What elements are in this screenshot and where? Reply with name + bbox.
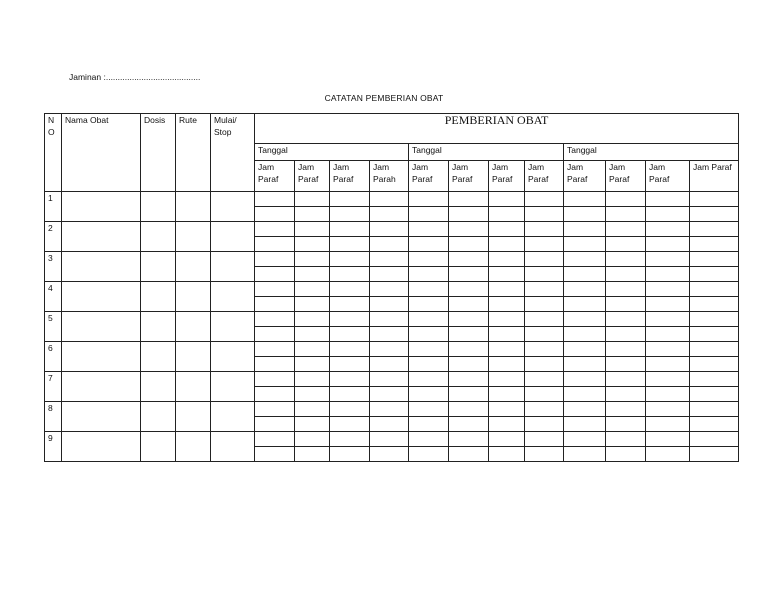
rute-cell[interactable]: [176, 342, 211, 372]
paraf-cell[interactable]: [370, 447, 409, 462]
paraf-cell[interactable]: [489, 417, 525, 432]
paraf-cell[interactable]: [646, 327, 690, 342]
jam-cell[interactable]: [690, 252, 739, 267]
mulai-stop-cell[interactable]: [211, 222, 255, 252]
paraf-cell[interactable]: [525, 357, 564, 372]
paraf-cell[interactable]: [370, 237, 409, 252]
jam-cell[interactable]: [295, 402, 330, 417]
jam-cell[interactable]: [525, 342, 564, 357]
paraf-cell[interactable]: [255, 297, 295, 312]
nama-obat-cell[interactable]: [62, 192, 141, 222]
jam-cell[interactable]: [646, 222, 690, 237]
nama-obat-cell[interactable]: [62, 312, 141, 342]
jam-cell[interactable]: [690, 192, 739, 207]
paraf-cell[interactable]: [295, 267, 330, 282]
paraf-cell[interactable]: [370, 327, 409, 342]
slot-header: Jam Paraf: [449, 161, 489, 192]
mulai-stop-cell[interactable]: [211, 402, 255, 432]
paraf-cell[interactable]: [449, 237, 489, 252]
slot-header: Jam Paraf: [690, 161, 739, 192]
nama-obat-cell[interactable]: [62, 432, 141, 462]
jam-cell[interactable]: [409, 342, 449, 357]
jam-cell[interactable]: [646, 192, 690, 207]
jam-cell[interactable]: [489, 342, 525, 357]
paraf-cell[interactable]: [255, 327, 295, 342]
paraf-cell[interactable]: [330, 357, 370, 372]
paraf-cell[interactable]: [330, 447, 370, 462]
jam-cell[interactable]: [255, 252, 295, 267]
jam-cell[interactable]: [449, 312, 489, 327]
jam-cell[interactable]: [295, 432, 330, 447]
jam-cell[interactable]: [564, 432, 606, 447]
jam-cell[interactable]: [255, 432, 295, 447]
slot-header: Jam Paraf: [295, 161, 330, 192]
jam-cell[interactable]: [606, 432, 646, 447]
paraf-cell[interactable]: [489, 267, 525, 282]
rute-cell[interactable]: [176, 222, 211, 252]
date-group-2: Tanggal: [409, 144, 564, 161]
paraf-cell[interactable]: [489, 357, 525, 372]
jam-cell[interactable]: [370, 432, 409, 447]
paraf-cell[interactable]: [330, 417, 370, 432]
paraf-cell[interactable]: [646, 297, 690, 312]
jam-cell[interactable]: [255, 222, 295, 237]
paraf-cell[interactable]: [330, 207, 370, 222]
jam-cell[interactable]: [564, 192, 606, 207]
rute-cell[interactable]: [176, 252, 211, 282]
paraf-cell[interactable]: [525, 267, 564, 282]
jam-cell[interactable]: [489, 312, 525, 327]
jam-cell[interactable]: [606, 312, 646, 327]
nama-obat-cell[interactable]: [62, 252, 141, 282]
jam-cell[interactable]: [295, 192, 330, 207]
jam-cell[interactable]: [330, 312, 370, 327]
paraf-cell[interactable]: [449, 447, 489, 462]
paraf-cell[interactable]: [646, 387, 690, 402]
mulai-stop-cell[interactable]: [211, 342, 255, 372]
dosis-cell[interactable]: [141, 192, 176, 222]
jam-cell[interactable]: [489, 282, 525, 297]
jam-cell[interactable]: [646, 402, 690, 417]
jam-cell[interactable]: [606, 282, 646, 297]
paraf-cell[interactable]: [690, 237, 739, 252]
slot-header: Jam Paraf: [330, 161, 370, 192]
jam-cell[interactable]: [489, 222, 525, 237]
paraf-cell[interactable]: [564, 327, 606, 342]
paraf-cell[interactable]: [606, 297, 646, 312]
paraf-cell[interactable]: [489, 297, 525, 312]
jam-cell[interactable]: [606, 192, 646, 207]
jam-cell[interactable]: [295, 252, 330, 267]
paraf-cell[interactable]: [295, 417, 330, 432]
nama-obat-cell[interactable]: [62, 222, 141, 252]
paraf-cell[interactable]: [255, 387, 295, 402]
paraf-cell[interactable]: [370, 267, 409, 282]
paraf-cell[interactable]: [606, 237, 646, 252]
rute-cell[interactable]: [176, 372, 211, 402]
paraf-cell[interactable]: [690, 387, 739, 402]
paraf-cell[interactable]: [646, 447, 690, 462]
paraf-cell[interactable]: [489, 237, 525, 252]
mulai-stop-cell[interactable]: [211, 432, 255, 462]
paraf-cell[interactable]: [295, 357, 330, 372]
jaminan-label: Jaminan :........................................: [69, 72, 201, 82]
jam-cell[interactable]: [606, 252, 646, 267]
paraf-cell[interactable]: [564, 207, 606, 222]
slot-header: Jam Paraf: [255, 161, 295, 192]
paraf-cell[interactable]: [409, 417, 449, 432]
jam-cell[interactable]: [370, 282, 409, 297]
jam-cell[interactable]: [525, 192, 564, 207]
paraf-cell[interactable]: [449, 327, 489, 342]
jam-cell[interactable]: [255, 372, 295, 387]
jam-cell[interactable]: [370, 312, 409, 327]
jam-cell[interactable]: [330, 252, 370, 267]
dosis-cell[interactable]: [141, 222, 176, 252]
paraf-cell[interactable]: [690, 297, 739, 312]
jam-cell[interactable]: [489, 192, 525, 207]
jam-cell[interactable]: [409, 372, 449, 387]
paraf-cell[interactable]: [564, 387, 606, 402]
rute-cell[interactable]: [176, 402, 211, 432]
rute-cell[interactable]: [176, 312, 211, 342]
jam-cell[interactable]: [330, 192, 370, 207]
paraf-cell[interactable]: [449, 297, 489, 312]
paraf-cell[interactable]: [690, 447, 739, 462]
paraf-cell[interactable]: [690, 417, 739, 432]
row-number: 8: [45, 402, 62, 432]
jam-cell[interactable]: [525, 252, 564, 267]
paraf-cell[interactable]: [606, 417, 646, 432]
paraf-cell[interactable]: [409, 297, 449, 312]
header-dosis: Dosis: [141, 114, 176, 192]
mulai-stop-cell[interactable]: [211, 372, 255, 402]
jam-cell[interactable]: [295, 372, 330, 387]
jam-cell[interactable]: [449, 222, 489, 237]
header-no: N O: [45, 114, 62, 192]
mulai-stop-cell[interactable]: [211, 282, 255, 312]
jam-cell[interactable]: [690, 432, 739, 447]
paraf-cell[interactable]: [690, 207, 739, 222]
rute-cell[interactable]: [176, 432, 211, 462]
mulai-stop-cell[interactable]: [211, 192, 255, 222]
jam-cell[interactable]: [489, 372, 525, 387]
paraf-cell[interactable]: [525, 447, 564, 462]
paraf-cell[interactable]: [449, 357, 489, 372]
row-number: 2: [45, 222, 62, 252]
paraf-cell[interactable]: [525, 297, 564, 312]
paraf-cell[interactable]: [295, 207, 330, 222]
jam-cell[interactable]: [370, 342, 409, 357]
dosis-cell[interactable]: [141, 252, 176, 282]
row-number: 3: [45, 252, 62, 282]
jam-cell[interactable]: [370, 372, 409, 387]
jam-cell[interactable]: [449, 342, 489, 357]
paraf-cell[interactable]: [370, 297, 409, 312]
paraf-cell[interactable]: [255, 447, 295, 462]
jam-cell[interactable]: [564, 222, 606, 237]
jam-cell[interactable]: [525, 372, 564, 387]
jam-cell[interactable]: [330, 432, 370, 447]
paraf-cell[interactable]: [295, 447, 330, 462]
slot-header: Jam Paraf: [564, 161, 606, 192]
header-rute: Rute: [176, 114, 211, 192]
paraf-cell[interactable]: [409, 267, 449, 282]
jam-cell[interactable]: [409, 402, 449, 417]
dosis-cell[interactable]: [141, 402, 176, 432]
document-title: CATATAN PEMBERIAN OBAT: [324, 93, 444, 103]
paraf-cell[interactable]: [606, 447, 646, 462]
paraf-cell[interactable]: [330, 297, 370, 312]
jam-cell[interactable]: [255, 282, 295, 297]
jam-cell[interactable]: [449, 192, 489, 207]
paraf-cell[interactable]: [525, 237, 564, 252]
jam-cell[interactable]: [409, 252, 449, 267]
jam-cell[interactable]: [409, 222, 449, 237]
paraf-cell[interactable]: [564, 417, 606, 432]
jam-cell[interactable]: [646, 432, 690, 447]
jam-cell[interactable]: [564, 282, 606, 297]
paraf-cell[interactable]: [564, 447, 606, 462]
paraf-cell[interactable]: [295, 297, 330, 312]
jam-cell[interactable]: [330, 402, 370, 417]
jam-cell[interactable]: [690, 222, 739, 237]
paraf-cell[interactable]: [370, 417, 409, 432]
nama-obat-cell[interactable]: [62, 342, 141, 372]
paraf-cell[interactable]: [330, 237, 370, 252]
date-group-3: Tanggal: [564, 144, 739, 161]
paraf-cell[interactable]: [564, 357, 606, 372]
row-number: 7: [45, 372, 62, 402]
slot-header: Jam Paraf: [646, 161, 690, 192]
date-group-1: Tanggal: [255, 144, 409, 161]
jam-cell[interactable]: [255, 192, 295, 207]
paraf-cell[interactable]: [525, 207, 564, 222]
jam-cell[interactable]: [409, 312, 449, 327]
jam-cell[interactable]: [370, 252, 409, 267]
paraf-cell[interactable]: [330, 387, 370, 402]
jam-cell[interactable]: [330, 342, 370, 357]
jam-cell[interactable]: [449, 402, 489, 417]
paraf-cell[interactable]: [370, 357, 409, 372]
paraf-cell[interactable]: [489, 207, 525, 222]
paraf-cell[interactable]: [606, 387, 646, 402]
slot-header: Jam Paraf: [606, 161, 646, 192]
jam-cell[interactable]: [449, 282, 489, 297]
jam-cell[interactable]: [449, 252, 489, 267]
dosis-cell[interactable]: [141, 342, 176, 372]
paraf-cell[interactable]: [646, 417, 690, 432]
paraf-cell[interactable]: [330, 327, 370, 342]
jam-cell[interactable]: [295, 342, 330, 357]
jam-cell[interactable]: [409, 282, 449, 297]
jam-cell[interactable]: [370, 402, 409, 417]
jam-cell[interactable]: [330, 372, 370, 387]
paraf-cell[interactable]: [409, 207, 449, 222]
jam-cell[interactable]: [690, 342, 739, 357]
jam-cell[interactable]: [295, 312, 330, 327]
nama-obat-cell[interactable]: [62, 402, 141, 432]
mulai-stop-cell[interactable]: [211, 252, 255, 282]
paraf-cell[interactable]: [489, 387, 525, 402]
jam-cell[interactable]: [606, 372, 646, 387]
jam-cell[interactable]: [646, 342, 690, 357]
slot-header: Jam Paraf: [525, 161, 564, 192]
jam-cell[interactable]: [690, 402, 739, 417]
header-nama-obat: Nama Obat: [62, 114, 141, 192]
paraf-cell[interactable]: [255, 267, 295, 282]
jam-cell[interactable]: [255, 312, 295, 327]
dosis-cell[interactable]: [141, 432, 176, 462]
jam-cell[interactable]: [330, 282, 370, 297]
jam-cell[interactable]: [525, 222, 564, 237]
jam-cell[interactable]: [646, 282, 690, 297]
jam-cell[interactable]: [690, 372, 739, 387]
jam-cell[interactable]: [564, 372, 606, 387]
paraf-cell[interactable]: [564, 267, 606, 282]
paraf-cell[interactable]: [525, 387, 564, 402]
paraf-cell[interactable]: [646, 267, 690, 282]
paraf-cell[interactable]: [370, 387, 409, 402]
jam-cell[interactable]: [449, 432, 489, 447]
row-number: 1: [45, 192, 62, 222]
jam-cell[interactable]: [690, 312, 739, 327]
rute-cell[interactable]: [176, 282, 211, 312]
row-number: 4: [45, 282, 62, 312]
paraf-cell[interactable]: [690, 357, 739, 372]
paraf-cell[interactable]: [255, 237, 295, 252]
paraf-cell[interactable]: [255, 357, 295, 372]
jam-cell[interactable]: [606, 402, 646, 417]
jam-cell[interactable]: [525, 312, 564, 327]
paraf-cell[interactable]: [409, 447, 449, 462]
paraf-cell[interactable]: [449, 207, 489, 222]
paraf-cell[interactable]: [295, 237, 330, 252]
paraf-cell[interactable]: [295, 327, 330, 342]
paraf-cell[interactable]: [449, 417, 489, 432]
paraf-cell[interactable]: [606, 267, 646, 282]
jam-cell[interactable]: [690, 282, 739, 297]
mulai-stop-cell[interactable]: [211, 312, 255, 342]
row-number: 5: [45, 312, 62, 342]
slot-header: Jam Parah: [370, 161, 409, 192]
paraf-cell[interactable]: [646, 237, 690, 252]
jam-cell[interactable]: [409, 432, 449, 447]
header-mulai-stop: Mulai/ Stop: [211, 114, 255, 192]
paraf-cell[interactable]: [606, 327, 646, 342]
jam-cell[interactable]: [409, 192, 449, 207]
jam-cell[interactable]: [564, 312, 606, 327]
paraf-cell[interactable]: [564, 237, 606, 252]
jam-cell[interactable]: [295, 222, 330, 237]
paraf-cell[interactable]: [489, 447, 525, 462]
jam-cell[interactable]: [489, 402, 525, 417]
paraf-cell[interactable]: [646, 207, 690, 222]
jam-cell[interactable]: [525, 402, 564, 417]
paraf-cell[interactable]: [525, 327, 564, 342]
dosis-cell[interactable]: [141, 312, 176, 342]
paraf-cell[interactable]: [449, 387, 489, 402]
jam-cell[interactable]: [646, 372, 690, 387]
paraf-cell[interactable]: [449, 267, 489, 282]
jam-cell[interactable]: [525, 432, 564, 447]
jam-cell[interactable]: [255, 342, 295, 357]
jam-cell[interactable]: [646, 312, 690, 327]
row-number: 6: [45, 342, 62, 372]
jam-cell[interactable]: [330, 222, 370, 237]
jam-cell[interactable]: [564, 402, 606, 417]
paraf-cell[interactable]: [646, 357, 690, 372]
jam-cell[interactable]: [646, 252, 690, 267]
jam-cell[interactable]: [295, 282, 330, 297]
jam-cell[interactable]: [606, 342, 646, 357]
medication-table: [44, 113, 739, 462]
paraf-cell[interactable]: [690, 327, 739, 342]
paraf-cell[interactable]: [409, 357, 449, 372]
paraf-cell[interactable]: [255, 207, 295, 222]
paraf-cell[interactable]: [409, 387, 449, 402]
paraf-cell[interactable]: [564, 297, 606, 312]
jam-cell[interactable]: [489, 432, 525, 447]
paraf-cell[interactable]: [489, 327, 525, 342]
jam-cell[interactable]: [370, 222, 409, 237]
jam-cell[interactable]: [449, 372, 489, 387]
jam-cell[interactable]: [489, 252, 525, 267]
header-pemberian-obat: PEMBERIAN OBAT: [255, 114, 739, 144]
paraf-cell[interactable]: [606, 207, 646, 222]
jam-cell[interactable]: [564, 342, 606, 357]
row-number: 9: [45, 432, 62, 462]
dosis-cell[interactable]: [141, 372, 176, 402]
paraf-cell[interactable]: [295, 387, 330, 402]
jam-cell[interactable]: [525, 282, 564, 297]
slot-header: Jam Paraf: [489, 161, 525, 192]
dosis-cell[interactable]: [141, 282, 176, 312]
jam-cell[interactable]: [564, 252, 606, 267]
paraf-cell[interactable]: [330, 267, 370, 282]
jam-cell[interactable]: [606, 222, 646, 237]
paraf-cell[interactable]: [690, 267, 739, 282]
paraf-cell[interactable]: [409, 237, 449, 252]
paraf-cell[interactable]: [525, 417, 564, 432]
nama-obat-cell[interactable]: [62, 372, 141, 402]
jam-cell[interactable]: [370, 192, 409, 207]
paraf-cell[interactable]: [606, 357, 646, 372]
slot-header: Jam Paraf: [409, 161, 449, 192]
jam-cell[interactable]: [255, 402, 295, 417]
nama-obat-cell[interactable]: [62, 282, 141, 312]
paraf-cell[interactable]: [255, 417, 295, 432]
rute-cell[interactable]: [176, 192, 211, 222]
paraf-cell[interactable]: [409, 327, 449, 342]
paraf-cell[interactable]: [370, 207, 409, 222]
